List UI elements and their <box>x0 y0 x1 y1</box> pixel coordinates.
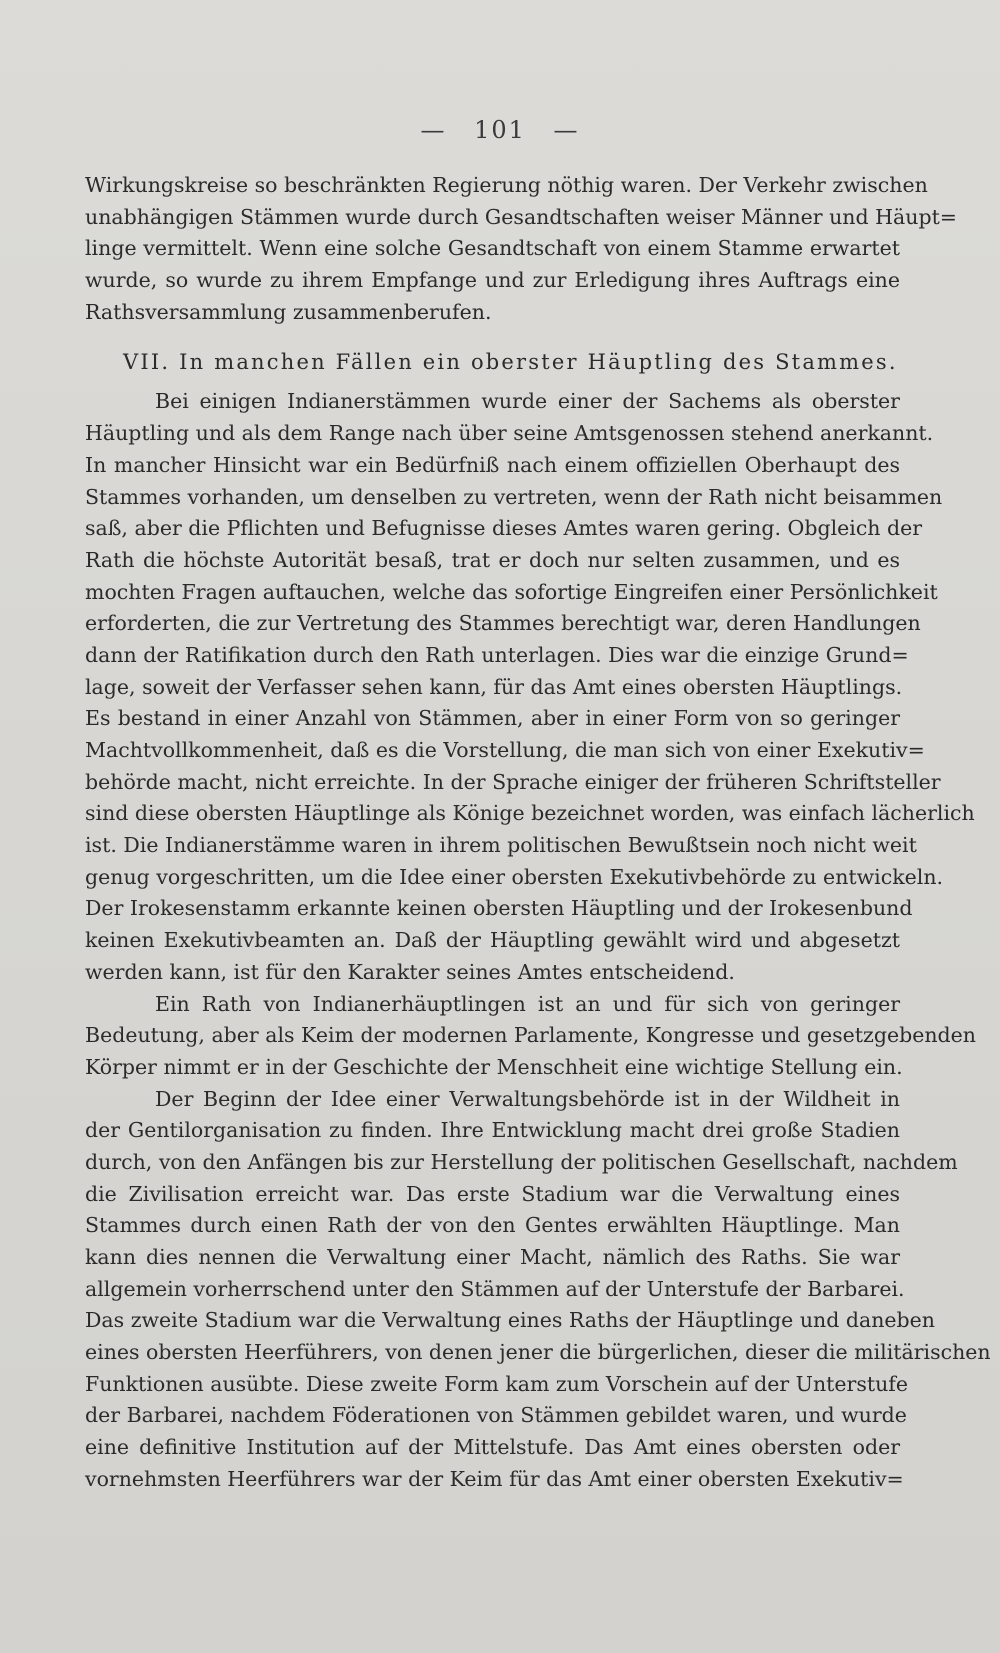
text-line: mochten Fragen auftauchen, welche das sofortige Eingreifen einer Persönlichkeit <box>85 579 938 604</box>
text-line: Es bestand in einer Anzahl von Stämmen, aber in einer Form von so geringer <box>85 706 900 731</box>
text-line: In mancher Hinsicht war ein Bedürfniß nach einem offiziellen Oberhaupt des <box>85 452 900 477</box>
text-line: dann der Ratifikation durch den Rath unterlagen. Dies war die einzige Grund= <box>85 642 909 667</box>
text-line: durch, von den Anfängen bis zur Herstellung der politischen Gesellschaft, nachdem <box>85 1149 958 1174</box>
text-line: die Zivilisation erreicht war. Das erste Stadium war die Verwaltung eines <box>85 1181 900 1206</box>
paragraph <box>85 989 976 1084</box>
text-line: der Barbarei, nachdem Föderationen von Stämmen gebildet waren, und wurde <box>85 1403 907 1428</box>
text-line: allgemein vorherrschend unter den Stämmen auf der Unterstufe der Barbarei. <box>85 1276 905 1301</box>
text-line: Bei einigen Indianerstämmen wurde einer der Sachems als oberster <box>155 389 900 414</box>
page-number: 101 <box>474 116 526 144</box>
text-line: Machtvollkommenheit, daß es die Vorstellung, die man sich von einer Exekutiv= <box>85 738 925 762</box>
text-line: genug vorgeschritten, um die Idee einer obersten Exekutivbehörde zu entwickeln. <box>85 864 944 889</box>
text-line: lage, soweit der Verfasser sehen kann, für das Amt eines obersten Häuptlings. <box>85 674 903 699</box>
text-line: Der Beginn der Idee einer Verwaltungsbehörde ist in der Wildheit in <box>155 1086 900 1111</box>
text-line: Körper nimmt er in der Geschichte der Menschheit eine wichtige Stellung ein. <box>85 1054 903 1079</box>
text-line: vornehmsten Heerführers war der Keim für das Amt einer obersten Exekutiv= <box>85 1466 904 1491</box>
section-heading: VII. In manchen Fällen ein oberster Häuptling des Stammes. <box>123 350 898 375</box>
paragraph-continuation <box>85 170 957 328</box>
text-line: Stammes durch einen Rath der von den Gentes erwählten Häuptlinge. Man <box>85 1213 900 1238</box>
paragraph <box>85 1084 991 1496</box>
text-line: unabhängigen Stämmen wurde durch Gesandtschaften weiser Männer und Häupt= <box>85 204 957 229</box>
body-text <box>85 170 991 1496</box>
text-line: eine definitive Institution auf der Mittelstufe. Das Amt eines obersten oder <box>85 1435 900 1460</box>
page-number-dash-right: — <box>553 116 580 144</box>
text-line: behörde macht, nicht erreichte. In der Sprache einiger der früheren Schriftsteller <box>85 769 941 794</box>
text-line: Der Irokesenstamm erkannte keinen obersten Häuptling und der Irokesenbund <box>85 896 913 921</box>
text-line: Stammes vorhanden, um denselben zu vertreten, wenn der Rath nicht beisammen <box>85 484 943 509</box>
text-line: saß, aber die Pflichten und Befugnisse dieses Amtes waren gering. Obgleich der <box>85 516 923 541</box>
text-line: Wirkungskreise so beschränkten Regierung nöthig waren. Der Verkehr zwischen <box>85 173 928 197</box>
text-line: Häuptling und als dem Range nach über seine Amtsgenossen stehend anerkannt. <box>85 421 934 446</box>
text-line: keinen Exekutivbeamten an. Daß der Häuptling gewählt wird und abgesetzt <box>85 928 900 953</box>
page-number-header <box>0 116 1000 144</box>
text-line: Das zweite Stadium war die Verwaltung eines Raths der Häuptlinge und daneben <box>85 1308 935 1333</box>
text-line: sind diese obersten Häuptlinge als Könige bezeichnet worden, was einfach lächerlich <box>85 801 975 826</box>
text-line: linge vermittelt. Wenn eine solche Gesandtschaft von einem Stamme erwartet <box>85 236 900 261</box>
text-line: Ein Rath von Indianerhäuptlingen ist an und für sich von geringer <box>155 991 900 1016</box>
paragraph <box>85 386 975 988</box>
text-line: der Gentilorganisation zu finden. Ihre Entwicklung macht drei große Stadien <box>85 1118 900 1143</box>
text-line: ist. Die Indianerstämme waren in ihrem politischen Bewußtsein noch nicht weit <box>85 833 917 858</box>
text-line: Bedeutung, aber als Keim der modernen Parlamente, Kongresse und gesetzgebenden <box>85 1023 976 1048</box>
text-line: eines obersten Heerführers, von denen jener die bürgerlichen, dieser die militärischen <box>85 1340 991 1365</box>
page-number-dash-left: — <box>420 116 447 144</box>
text-line: werden kann, ist für den Karakter seines Amtes entscheidend. <box>85 959 735 984</box>
text-line: Funktionen ausübte. Diese zweite Form kam zum Vorschein auf der Unterstufe <box>85 1371 908 1396</box>
text-line: erforderten, die zur Vertretung des Stammes berechtigt war, deren Handlungen <box>85 611 921 636</box>
text-line: wurde, so wurde zu ihrem Empfange und zur Erledigung ihres Auftrags eine <box>85 268 900 293</box>
text-line: kann dies nennen die Verwaltung einer Macht, nämlich des Raths. Sie war <box>85 1245 900 1269</box>
text-line: Rath die höchste Autorität besaß, trat er doch nur selten zusammen, und es <box>85 547 900 572</box>
text-line: Rathsversammlung zusammenberufen. <box>85 299 492 324</box>
